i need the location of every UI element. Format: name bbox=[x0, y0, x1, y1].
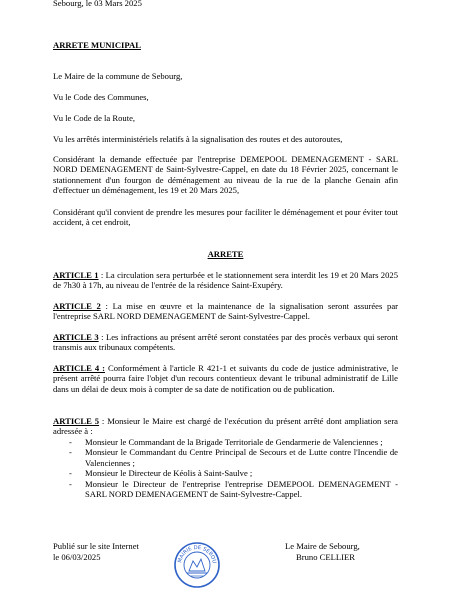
mayor-line: Le Maire de la commune de Sebourg, bbox=[53, 71, 183, 81]
recipient-gendarmerie: Monsieur le Commandant de la Brigade Territoriale de Gendarmerie de Valenciennes ; bbox=[85, 437, 383, 447]
code-communes-line: Vu le Code des Communes, bbox=[53, 92, 149, 102]
article-1-label: ARTICLE 1 bbox=[53, 270, 99, 280]
article-2-text: : La mise en œuvre et la maintenance de la signalisation seront assurées par l'entreprise SARL NORD DEMENAGEMENT de Saint-Sylvestre-Cappel. bbox=[53, 301, 398, 322]
article-5 bbox=[53, 416, 398, 437]
arrete-heading: ARRETE bbox=[207, 249, 244, 259]
article-2-label: ARTICLE 2 bbox=[53, 301, 101, 311]
article-5-text: : Monsieur le Maire est chargé de l'exécution du présent arrêté dont ampliation sera adressée à : bbox=[53, 416, 398, 437]
list-item bbox=[53, 437, 398, 447]
recipient-list bbox=[53, 437, 398, 499]
published-date: le 06/03/2025 bbox=[53, 551, 101, 562]
list-dash: - bbox=[69, 447, 72, 458]
list-dash: - bbox=[69, 478, 72, 489]
article-1-text: : La circulation sera perturbée et le stationnement sera interdit les 19 et 20 Mars 2025 de 7h30 à 17h, au niveau de l'entrée de la résidence Saint-Exupéry. bbox=[53, 270, 398, 291]
recipient-keolis: Monsieur le Directeur de Kéolis à Saint-Saulve ; bbox=[85, 468, 253, 479]
article-2 bbox=[53, 301, 398, 322]
mayor-name: Bruno CELLIER bbox=[296, 551, 355, 562]
arretes-line: Vu les arrêtés interministériels relatifs à la signalisation des routes et des autoroutes, bbox=[53, 134, 343, 144]
list-item bbox=[53, 479, 398, 500]
article-4 bbox=[53, 363, 398, 394]
article-4-label: ARTICLE 4 : bbox=[53, 363, 105, 373]
published-line: Publié sur le site Internet bbox=[53, 541, 139, 551]
svg-text:MAIRIE DE SEBOURG: MAIRIE DE SEBOU bbox=[177, 544, 217, 565]
recipient-demepool: Monsieur le Directeur de l'entreprise l'entreprise DEMEPOOL DEMENAGEMENT - SARL NORD DEMENAGEMENT de Saint-Sylvestre-Cappel. bbox=[85, 478, 398, 500]
place-date: Sebourg, le 03 Mars 2025 bbox=[53, 0, 142, 8]
list-dash: - bbox=[69, 468, 72, 479]
mairie-seal-stamp bbox=[173, 541, 221, 589]
publication-note bbox=[53, 541, 139, 562]
article-3 bbox=[53, 332, 398, 353]
list-item bbox=[53, 468, 398, 478]
article-1 bbox=[53, 270, 398, 291]
considerant-request: Considérant la demande effectuée par l'entreprise DEMEPOOL DEMENAGEMENT - SARL NORD DEMENAGEMENT de Saint-Sylvestre-Cappel, en date du 18 Février 2025, concernant le stationnement d'un fourgon de déménagement au niveau de la rue de la planche Genain afin d'effectuer un déménagement, les 19 et 20 Mars 2025, bbox=[53, 154, 398, 196]
article-5-label: ARTICLE 5 bbox=[53, 416, 100, 426]
article-4-text: Conformément à l'article R 421-1 et suivants du code de justice administrative, le présent arrêté pourra faire l'objet d'un recours contentieux devant le tribunal administratif de Lille dans un délai de deux mois à compter de sa date de notification ou de publication. bbox=[53, 363, 399, 394]
recipient-secours: Monsieur le Commandant du Centre Principal de Secours et de Lutte contre l'Incendie de Valenciennes ; bbox=[85, 447, 398, 468]
document-title: ARRETE MUNICIPAL bbox=[53, 40, 141, 50]
code-route-line: Vu le Code de la Route, bbox=[53, 113, 136, 123]
article-3-label: ARTICLE 3 bbox=[53, 332, 99, 342]
mayor-signature-block bbox=[285, 541, 360, 562]
mayor-title: Le Maire de Sebourg, bbox=[285, 541, 360, 551]
considerant-measures: Considérant qu'il convient de prendre les mesures pour faciliter le déménagement et pour éviter tout accident, à cet endroit, bbox=[53, 207, 398, 228]
list-dash: - bbox=[69, 437, 72, 447]
article-3-text: : Les infractions au présent arrêté seront constatées par des procès verbaux qui seront transmis aux tribunaux compétents. bbox=[53, 332, 398, 353]
list-item bbox=[53, 447, 398, 468]
